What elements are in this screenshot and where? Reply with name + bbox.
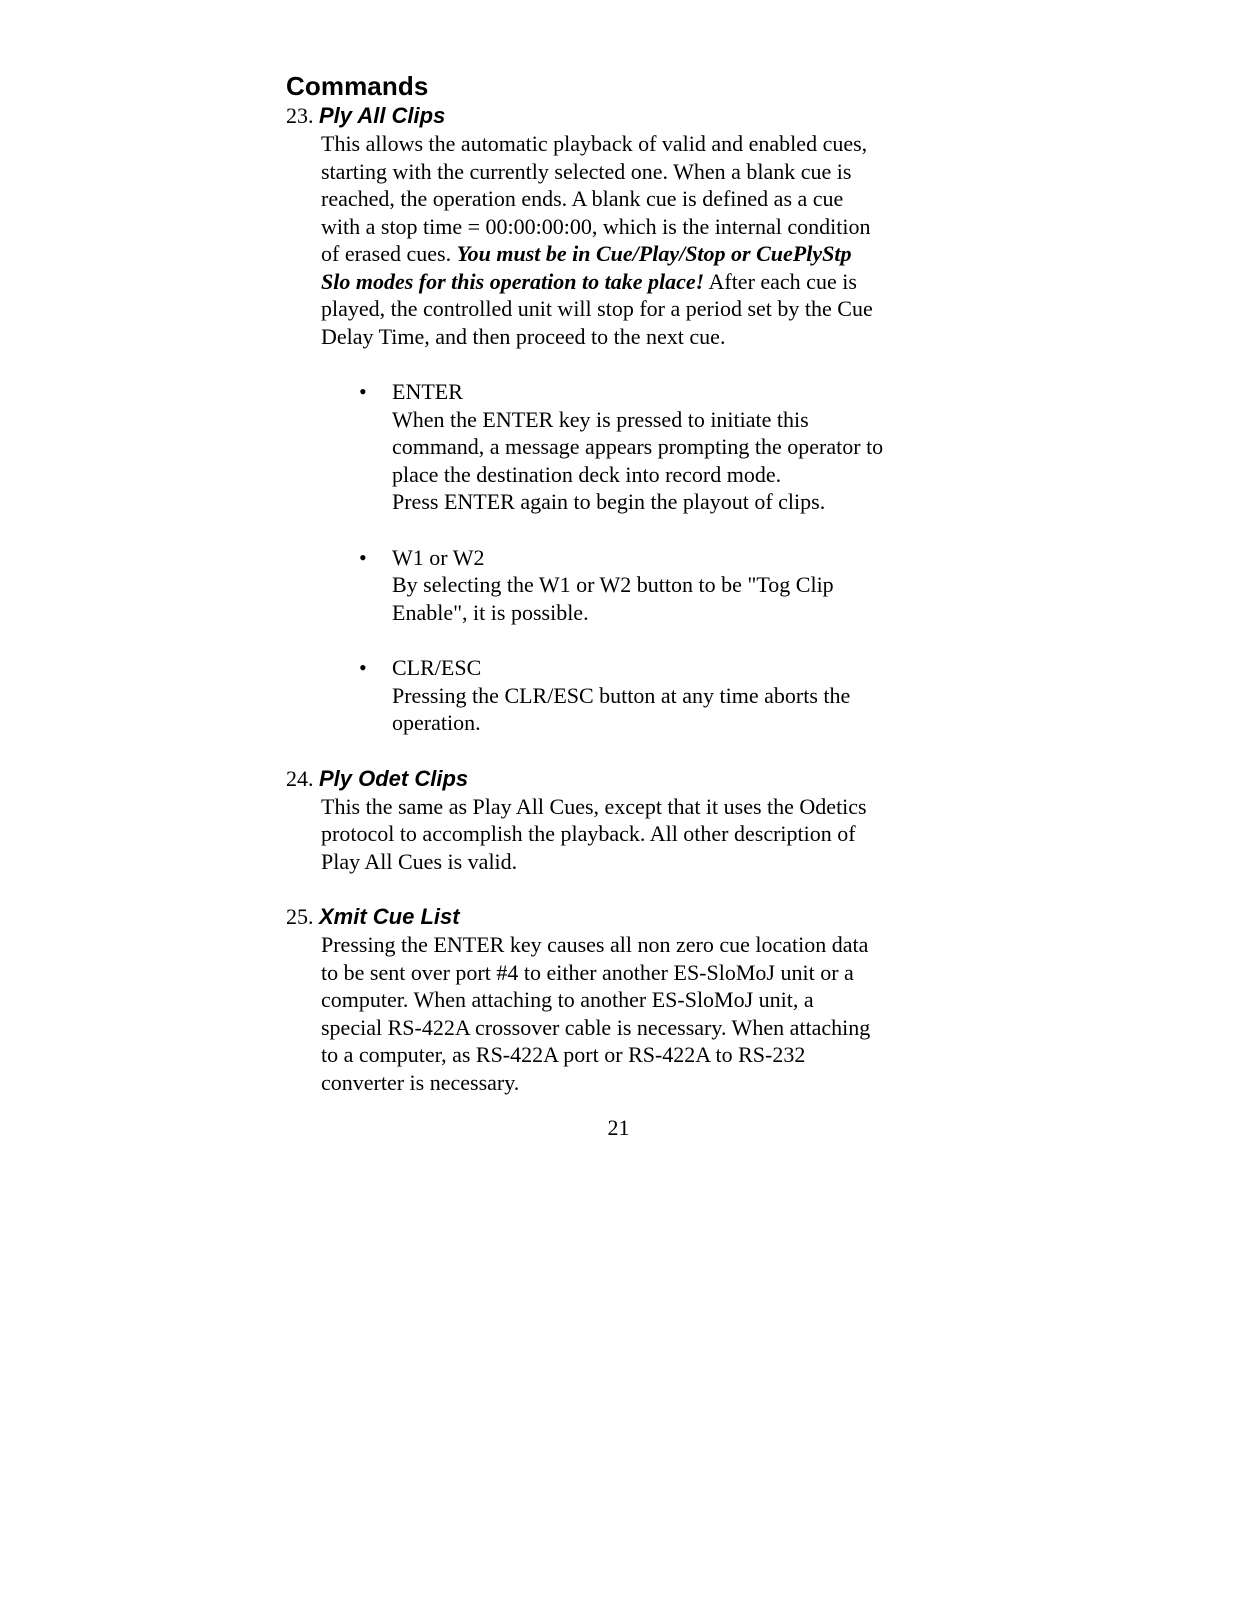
bullet-icon: • xyxy=(359,655,367,680)
text-line: This the same as Play All Cues, except that it uses the Odetics xyxy=(321,793,867,819)
item-description xyxy=(321,931,941,1096)
text-line: Enable", it is possible. xyxy=(392,599,589,625)
text-line: Press ENTER again to begin the playout of clips. xyxy=(392,489,826,514)
text-line: computer. When attaching to another ES-SloMoJ unit, a xyxy=(321,987,814,1012)
text-line: to a computer, as RS-422A port or RS-422A to RS-232 xyxy=(321,1042,806,1067)
spacer xyxy=(286,737,946,765)
emphasis-text: Slo modes for this operation to take place! xyxy=(321,268,705,294)
text-line: protocol to accomplish the playback. All other description of xyxy=(321,821,856,846)
item-description xyxy=(321,793,941,876)
text-line: operation. xyxy=(392,710,481,735)
text-line: Delay Time, and then proceed to the next cue. xyxy=(321,323,726,349)
text-line: Play All Cues is valid. xyxy=(321,848,518,874)
command-item-24 xyxy=(286,765,946,876)
spacer xyxy=(286,875,946,903)
text-line: place the destination deck into record mode. xyxy=(392,461,782,487)
command-item-25 xyxy=(286,903,946,1096)
bullet-icon: • xyxy=(359,379,367,404)
bullet-list xyxy=(286,378,946,737)
item-title: Ply Odet Clips xyxy=(319,765,469,791)
item-heading xyxy=(286,765,946,793)
item-heading xyxy=(286,903,946,931)
text-line: When the ENTER key is pressed to initiate this xyxy=(392,406,809,432)
bullet-item-w1-w2 xyxy=(286,544,952,627)
bullet-label: CLR/ESC xyxy=(392,655,482,680)
text-line: Pressing the CLR/ESC button at any time aborts the xyxy=(392,682,851,708)
text-line: By selecting the W1 or W2 button to be "Tog Clip xyxy=(392,572,834,597)
text-line: with a stop time = 00:00:00:00, which is the internal condition xyxy=(321,213,871,239)
item-number: 25. xyxy=(286,904,314,929)
section-heading: Commands xyxy=(286,71,429,101)
item-title: Xmit Cue List xyxy=(319,904,460,929)
text-line: This allows the automatic playback of valid and enabled cues, xyxy=(321,131,868,156)
page-content xyxy=(286,70,946,1096)
bullet-icon: • xyxy=(359,544,367,570)
item-description xyxy=(321,130,941,350)
item-title: Ply All Clips xyxy=(319,103,446,128)
bullet-label: W1 or W2 xyxy=(392,544,485,570)
emphasis-text: You must be in Cue/Play/Stop or CuePlyStp xyxy=(456,241,852,266)
item-number: 24. xyxy=(286,765,314,791)
text-line: reached, the operation ends. A blank cue is defined as a cue xyxy=(321,186,844,211)
text-line: starting with the currently selected one. When a blank cue is xyxy=(321,158,852,184)
bullet-item-clr-esc xyxy=(286,654,952,737)
text-line: played, the controlled unit will stop for a period set by the Cue xyxy=(321,296,873,321)
text-line: special RS-422A crossover cable is necessary. When attaching xyxy=(321,1014,871,1040)
text-line: command, a message appears prompting the operator to xyxy=(392,434,884,459)
command-item-23 xyxy=(286,102,946,737)
text-line: After each cue is xyxy=(704,268,857,294)
item-heading xyxy=(286,102,946,130)
text-line: of erased cues. xyxy=(321,241,457,266)
bullet-label: ENTER xyxy=(392,379,463,404)
page-number: 21 xyxy=(607,1115,630,1140)
item-number: 23. xyxy=(286,103,314,128)
text-line: converter is necessary. xyxy=(321,1069,520,1095)
text-line: to be sent over port #4 to either another ES-SloMoJ unit or a xyxy=(321,959,854,985)
bullet-item-enter xyxy=(286,378,952,516)
text-line: Pressing the ENTER key causes all non zero cue location data xyxy=(321,932,869,957)
